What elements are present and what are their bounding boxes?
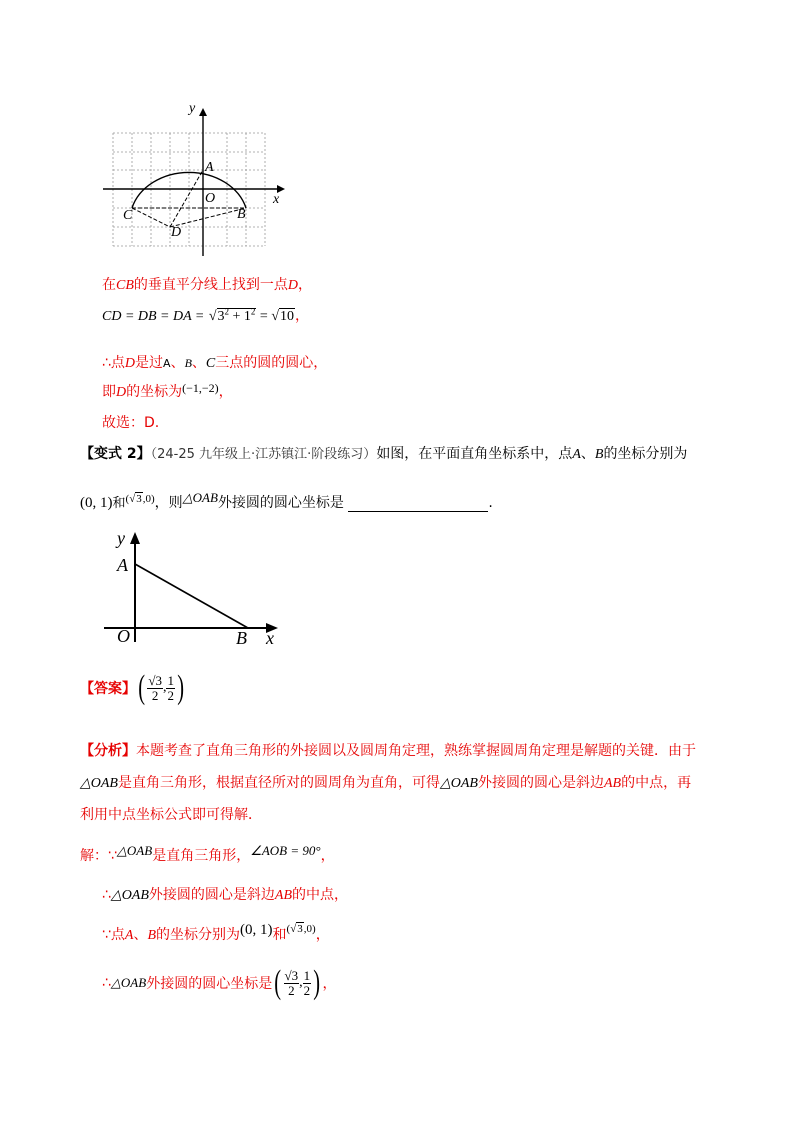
analysis-line-2 [80,772,691,792]
text: 外接圆的圆心坐标是 [146,976,273,992]
sqrt-ten: √10 [271,309,295,324]
text: 解：∵ [80,848,117,864]
sol1-line-1 [102,274,312,294]
math-cb: CB [116,278,134,293]
fig1-label-x: x [273,192,280,207]
text: 1 [167,672,174,688]
fraction [303,969,312,998]
text: 是直角三角形，根据直径所对的圆周角为直角，可得 [117,775,440,791]
coordinate-a: (0, 1) [80,495,113,511]
math-triangle: △OAB [80,776,118,791]
text: ， [298,277,313,293]
q2-line-2 [80,490,493,512]
text: 2 [151,687,159,703]
segment-db [170,208,246,227]
sol1-line-5: 故选：D. [102,415,160,431]
y-arrow [199,108,207,116]
paren-left: ( [138,669,146,706]
coordinate-b: (√3,0) [125,493,155,505]
fig1-label-d: D [171,225,182,240]
fraction [284,969,300,998]
paren-left: ( [274,964,282,1001]
solution-step-2 [102,884,348,904]
fig2-label-x: x [266,628,274,646]
math-ab: AB [603,776,622,791]
text: . [488,495,493,511]
text: 如图，在平面直角坐标系中，点 [376,446,573,462]
solution-step-1 [80,843,335,865]
math-ab: AB [274,888,293,903]
segment-ab [135,564,248,628]
solution-step-3 [102,922,330,944]
text: ∴ [102,975,111,991]
q2-line-1 [80,443,687,463]
text: ( [286,923,291,935]
text: 10 [280,309,295,324]
text: 1 [303,967,311,983]
text: ， [295,308,310,324]
text: ，则 [154,495,183,511]
coordinate-b: (√3,0) [286,923,316,935]
math-a: A [572,447,581,462]
text: ( [125,493,130,505]
fig1-label-y: y [189,101,196,116]
text: ,0) [303,923,316,935]
paren-right: ) [313,964,321,1001]
text: 外接圆的圆心是斜边 [477,775,604,791]
figure-triangle [100,526,300,646]
fig2-label-a: A [117,555,128,575]
text: = [256,309,272,324]
text: 的坐标为 [126,384,183,400]
text: , [162,680,167,695]
text: ， [315,927,330,943]
text: 、 [133,927,148,943]
math-d: D [287,278,299,293]
math-angle: ∠AOB = 90° [250,843,321,858]
text: 、 [191,355,206,371]
coordinate: (−1,−2) [182,381,219,395]
text: ∴ [102,887,111,903]
answer-line [80,671,186,705]
text: ， [322,976,337,992]
fig1-label-o: O [205,191,216,206]
text: ， [218,384,233,400]
math-b: B [147,928,157,943]
text: A [163,357,171,370]
text: 2 [250,306,256,317]
math-triangle: △OAB [110,888,149,903]
text: 3 [136,493,142,505]
sol1-line-3 [102,352,327,372]
text: 、 [580,446,595,462]
text: , [299,975,303,990]
fig2-label-y: y [117,528,125,548]
text: √3 [148,672,162,688]
text: 的垂直平分线上找到一点 [133,277,288,293]
text: 在 [102,277,116,293]
sol1-line-4 [102,381,233,401]
text: + 1 [229,309,251,324]
question-source: （24-25 九年级上·江苏镇江·阶段练习） [150,447,377,462]
text: 三点的圆的圆心， [215,355,328,371]
text: √3 [284,967,299,983]
text: 3 [297,923,303,935]
sqrt-expression: $√3^2 + 1^2$ [208,306,256,324]
text: 的中点， [292,887,349,903]
fraction [166,674,175,703]
text: 是直角三角形， [152,848,251,864]
text: ， [320,848,335,864]
fig1-label-a: A [205,160,214,175]
equation-part: CD = DB = DA = [102,309,205,324]
answer-tag: 【答案】 [80,681,136,697]
text: 的坐标分别为 [603,446,688,462]
solution-step-4 [102,966,337,1000]
fig2-label-b: B [236,628,247,646]
text: 2 [224,306,230,317]
question-tag: 【变式 2】 [80,446,151,462]
text: 2 [303,982,311,998]
coordinate-a: (0, 1) [240,922,273,938]
text: 外接圆的圆心是斜边 [148,887,275,903]
analysis-tag: 【分析】 [80,743,136,759]
text: 、 [170,355,185,371]
text: C [205,356,216,371]
text: ,0) [142,493,155,505]
math-d: D [124,356,136,371]
fraction [147,674,163,703]
math-a: A [124,928,134,943]
text: 外接圆的圆心坐标是 [217,495,344,511]
text: 2 [288,982,295,998]
text: 2 [167,687,174,703]
y-arrow [130,532,140,544]
text: ∴点 [102,355,125,371]
segment-da [170,170,203,227]
text: 本题考查了直角三角形的外接圆以及圆周角定理，熟练掌握圆周角定理是解题的关键．由于 [136,743,696,759]
answer-blank[interactable] [348,497,488,512]
text: 和 [272,927,287,943]
text: 的中点，再 [621,775,692,791]
math-triangle: △OAB [182,490,218,505]
fig2-label-o: O [117,626,130,646]
fig1-label-b: B [237,207,246,222]
paren-right: ) [177,669,185,706]
text: 的坐标分别为 [156,927,241,943]
text: 即 [102,384,116,400]
fig1-label-c: C [123,208,133,223]
sol1-line-2 [102,305,309,325]
analysis-line-3: 利用中点坐标公式即可得解． [80,807,262,823]
math-d: D [116,385,127,400]
text: 3 [217,309,225,324]
math-b: B [594,447,604,462]
text: ∵点 [102,927,125,943]
math-triangle: △OAB [439,776,478,791]
text: 是过 [135,355,164,371]
math-triangle: △OAB [116,843,153,858]
math-triangle: △OAB [110,975,147,990]
text: B [184,356,192,370]
figure-grid-circle [95,98,295,258]
text: 和 [112,496,126,511]
analysis-line-1 [80,740,696,760]
